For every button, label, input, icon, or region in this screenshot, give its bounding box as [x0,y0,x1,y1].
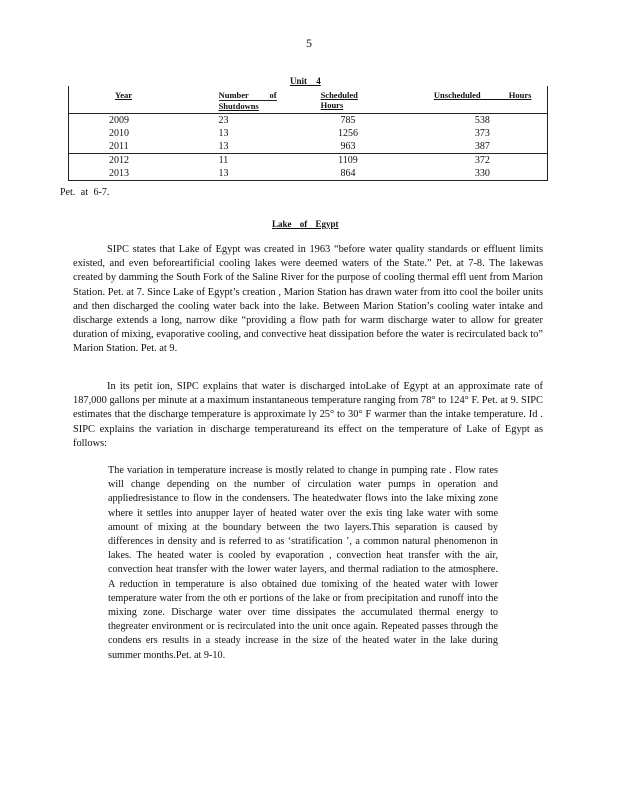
header-unscheduled-hours: Unscheduled Hours [433,90,532,100]
table-row: 2012 11 1109 372 [109,155,490,166]
table-group-1 [68,113,548,154]
shutdowns-table [68,86,548,181]
table-citation: Pet. at 6-7. [60,187,110,198]
header-shutdowns: Number of Shutdowns [218,90,277,111]
table-header-row [68,86,548,113]
table-group-2 [68,154,548,181]
table-row: 2010 13 1256 373 [109,128,490,139]
table-row: 2013 13 864 330 [109,168,490,179]
header-scheduled-hours: Scheduled Hours [320,90,358,110]
table-row: 2009 23 785 538 [109,115,490,126]
section-heading: Lake of Egypt [272,219,339,229]
paragraph-discharge: In its petit ion, SIPC explains that water is discharged intoLake of Egypt at an approximate rate of 187,000 gallons per minute at a maximum instantaneous temperature ranging from 78° to 124° F. Pet. at 9. SIPC estimates that the discharge temperature is approximate ly 25° to 30° F warmer than the intake temperature. Id . SIPC explains the variation in discharge temperatureand its effect on the temperature of Lake of Egypt as follows: [73,381,543,449]
table-unit-label: Unit 4 [290,76,321,86]
table-row: 2011 13 963 387 [109,141,490,152]
header-year: Year [115,90,132,100]
paragraph-creation: SIPC states that Lake of Egypt was created in 1963 “before water quality standards or effluent limits existed, and even beforeartificial cooling lakes were deemed waters of the State.” Pet. at 7-8. The lakewas created by damming the South Fork of the Saline River for the purpose of cooling thermal effl uent from Marion Station. Pet. at 7. Since Lake of Egypt’s creation , Marion Station has drawn water from itto cool the boiler units and then discharged the cooling water back into the lake. Between Marion Station’s cooling water intake and discharge extends a long, narrow dike “providing a flow path for warm discharge water to allow for greater duration of mixing, evaporative cooling, and convective heat dissipation before the water is recirculated back to” Marion Station. Pet. at 9. [73,244,543,355]
block-quote: The variation in temperature increase is mostly related to change in pumping rate . Flow rates will change depending on the number of circulation water pumps in operation and appliedresistance to flow in the condensers. The heatedwater flows into the lake mixing zone where it settles into anupper layer of heated water over the exis ting lake water with some amount of mixing at the boundary between the two layers.This separation is caused by differences in density and is referred to as ‘stratification ’, a common natural phenomenon in lakes. The heated water is cooled by evaporation , convection heat transfer with the air, convection heat transfer with the lower water layers, and thermal radiation to the atmosphere. A reduction in temperature is also obtained due tomixing of the heated water with lower temperature water from the oth er portions of the lake or from precipitation and runoff into the mixing zone. Discharge water over time dissipates the accumulated thermal energy to thegreater environment or is recirculated into the unit once again. Repeated passes through the condens ers results in a steady increase in the size of the heated water in the lake during summer months.Pet. at 9-10. [108,465,498,661]
page-number: 5 [306,36,312,50]
